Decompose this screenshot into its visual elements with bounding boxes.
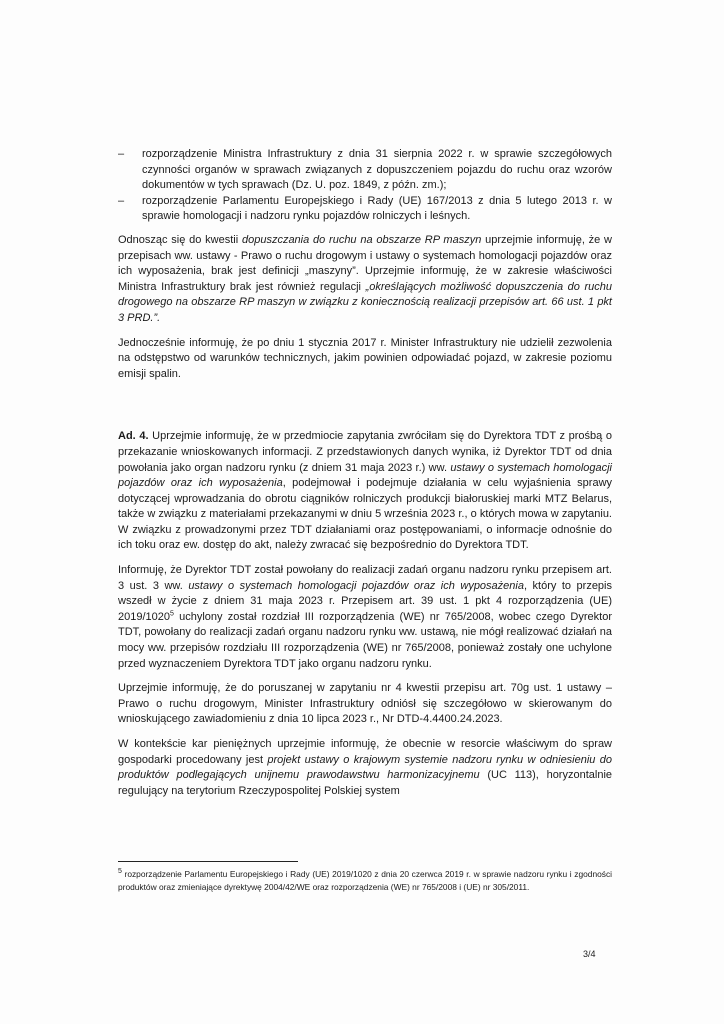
page-number: 3/4 (583, 949, 596, 959)
paragraph-ad4 (118, 429, 612, 554)
italic-text-run: ustawy o systemach homologacji pojazdów oraz ich wyposażenia (188, 579, 524, 592)
document-body (118, 147, 612, 808)
italic-text-run: projekt ustawy o krajowym systemie nadzoru rynku w odniesieniu do produktów podlegających unijnemu prawodawstwu harmonizacyjnemu (118, 753, 612, 782)
paragraph-emission-exemption: Jednocześnie informuję, że po dniu 1 stycznia 2017 r. Minister Infrastruktury nie udzielił zezwolenia na odstępstwo od warunków technicznych, jakim powinien odpowiadać pojazd, w zakresie poziomu emisji spalin. (118, 336, 612, 380)
list-item-text: rozporządzenie Parlamentu Europejskiego i Rady (UE) 167/2013 z dnia 5 lutego 2013 r. w sprawie homologacji i nadzoru rynku pojazdów rolniczych i leśnych. (142, 194, 612, 223)
list-item-text: rozporządzenie Ministra Infrastruktury z dnia 31 sierpnia 2022 r. w sprawie szczegółowych czynności organów w sprawach związanych z dopuszczeniem pojazdu do ruchu oraz wzorów dokumentów w tych sprawach (Dz. U. poz. 1849, z późn. zm.); (142, 148, 612, 192)
paragraph-machines-definition (118, 233, 612, 327)
footnote (118, 868, 612, 893)
section-label-ad4: Ad. 4. (118, 430, 149, 443)
paragraph-penalties (118, 737, 612, 799)
paragraph-tdt-appointment (118, 563, 612, 672)
text-run: uchylony został rozdział III rozporządzenia (WE) nr 765/2008, wobec czego Dyrektor TDT, powołany do realizacji zadań organu nadzoru rynku ww. ustawą, nie mógł realizować działań na mocy ww. przepisów rozdziału III rozporządzenia (WE) nr 765/2008, ponieważ zostały one uchylone przed wyznaczeniem Dyrektora TDT jako organu nadzoru rynku. (118, 610, 612, 670)
text-run: Uprzejmie informuję, że w przedmiocie zapytania zwróciłam się do Dyrektora TDT z prośbą o przekazanie wnioskowanych informacji. Z przedstawionych danych wynika, iż Dyrektor TDT od dnia powołania jako organ nadzoru rynku (z dniem 31 maja 2023 r.) ww. (118, 430, 612, 474)
footnote-reference: 5 (170, 610, 174, 618)
list-item (118, 194, 612, 225)
footnote-divider (118, 861, 298, 862)
footnote-number: 5 (118, 868, 122, 876)
text-run: , podejmował i podejmuje działania w celu wyjaśnienia sprawy dotyczącej wprowadzania do obrotu ciągników rolniczych produkcji białoruskiej marki MTZ Belarus, także w związku z materiałami przekazanymi w dniu 5 września 2023 r., o których mowa w zapytaniu. W związku z prowadzonymi przez TDT działaniami oraz postępowaniami, o informacje odnośnie do ich toku oraz ew. dostęp do akt, należy zwracać się bezpośrednio do Dyrektora TDT. (118, 477, 613, 552)
text-run: , który to przepis wszedł w życie z dniem 31 maja 2023 r. Przepisem art. 39 ust. 1 pkt 4 rozporządzenia (UE) 2019/1020 (118, 579, 612, 623)
text-run: W kontekście kar pieniężnych uprzejmie informuję, że obecnie w resorcie właściwym do spraw gospodarki procedowany jest (118, 738, 612, 766)
text-run: Odnosząc się do kwestii (118, 233, 242, 246)
text-run: uprzejmie informuję, że w przepisach ww. ustawy - Prawo o ruchu drogowym i ustawy o systemach homologacji pojazdów oraz ich wyposażenia, brak jest definicji „maszyny”. Uprzejmie informuję, że w zakresie właściwości Ministra Infrastruktury brak jest również regulacji (118, 233, 612, 293)
text-run: Informuję, że Dyrektor TDT został powołany do realizacji zadań organu nadzoru rynku przepisem art. 3 ust. 3 ww. (118, 564, 612, 592)
paragraph-art70g: Uprzejmie informuję, że do poruszanej w zapytaniu nr 4 kwestii przepisu art. 70g ust. 1 ustawy – Prawo o ruchu drogowym, Minister Infrastruktury odniósł się szczegółowo w skierowanym do wnioskującego zawiadomieniu z dnia 10 lipca 2023 r., Nr DTD-4.4400.24.2023. (118, 682, 612, 726)
italic-text-run: dopuszczania do ruchu na obszarze RP maszyn (241, 233, 482, 246)
italic-quote: „określających możliwość dopuszczenia do ruchu drogowego na obszarze RP maszyn w związku z koniecznością realizacji przepisów art. 66 ust. 1 pkt 3 PRD.”. (118, 280, 612, 324)
section-gap (118, 391, 612, 429)
text-run: (UC 113), horyzontalnie regulujący na terytorium Rzeczypospolitej Polskiej system (118, 769, 613, 797)
italic-text-run: ustawy o systemach homologacji pojazdów oraz ich wyposażenia (118, 461, 613, 490)
list-item (118, 147, 612, 194)
list-bullet: – (118, 148, 125, 160)
regulation-list (118, 147, 612, 225)
list-bullet: – (118, 194, 125, 207)
footnote-text: rozporządzenie Parlamentu Europejskiego i Rady (UE) 2019/1020 z dnia 20 czerwca 2019 r. w sprawie nadzoru rynku i zgodności produktów oraz zmieniające dyrektywę 2004/42/WE oraz rozporządzenia (WE) nr 765/2008 i (UE) nr 305/2011. (118, 869, 612, 892)
